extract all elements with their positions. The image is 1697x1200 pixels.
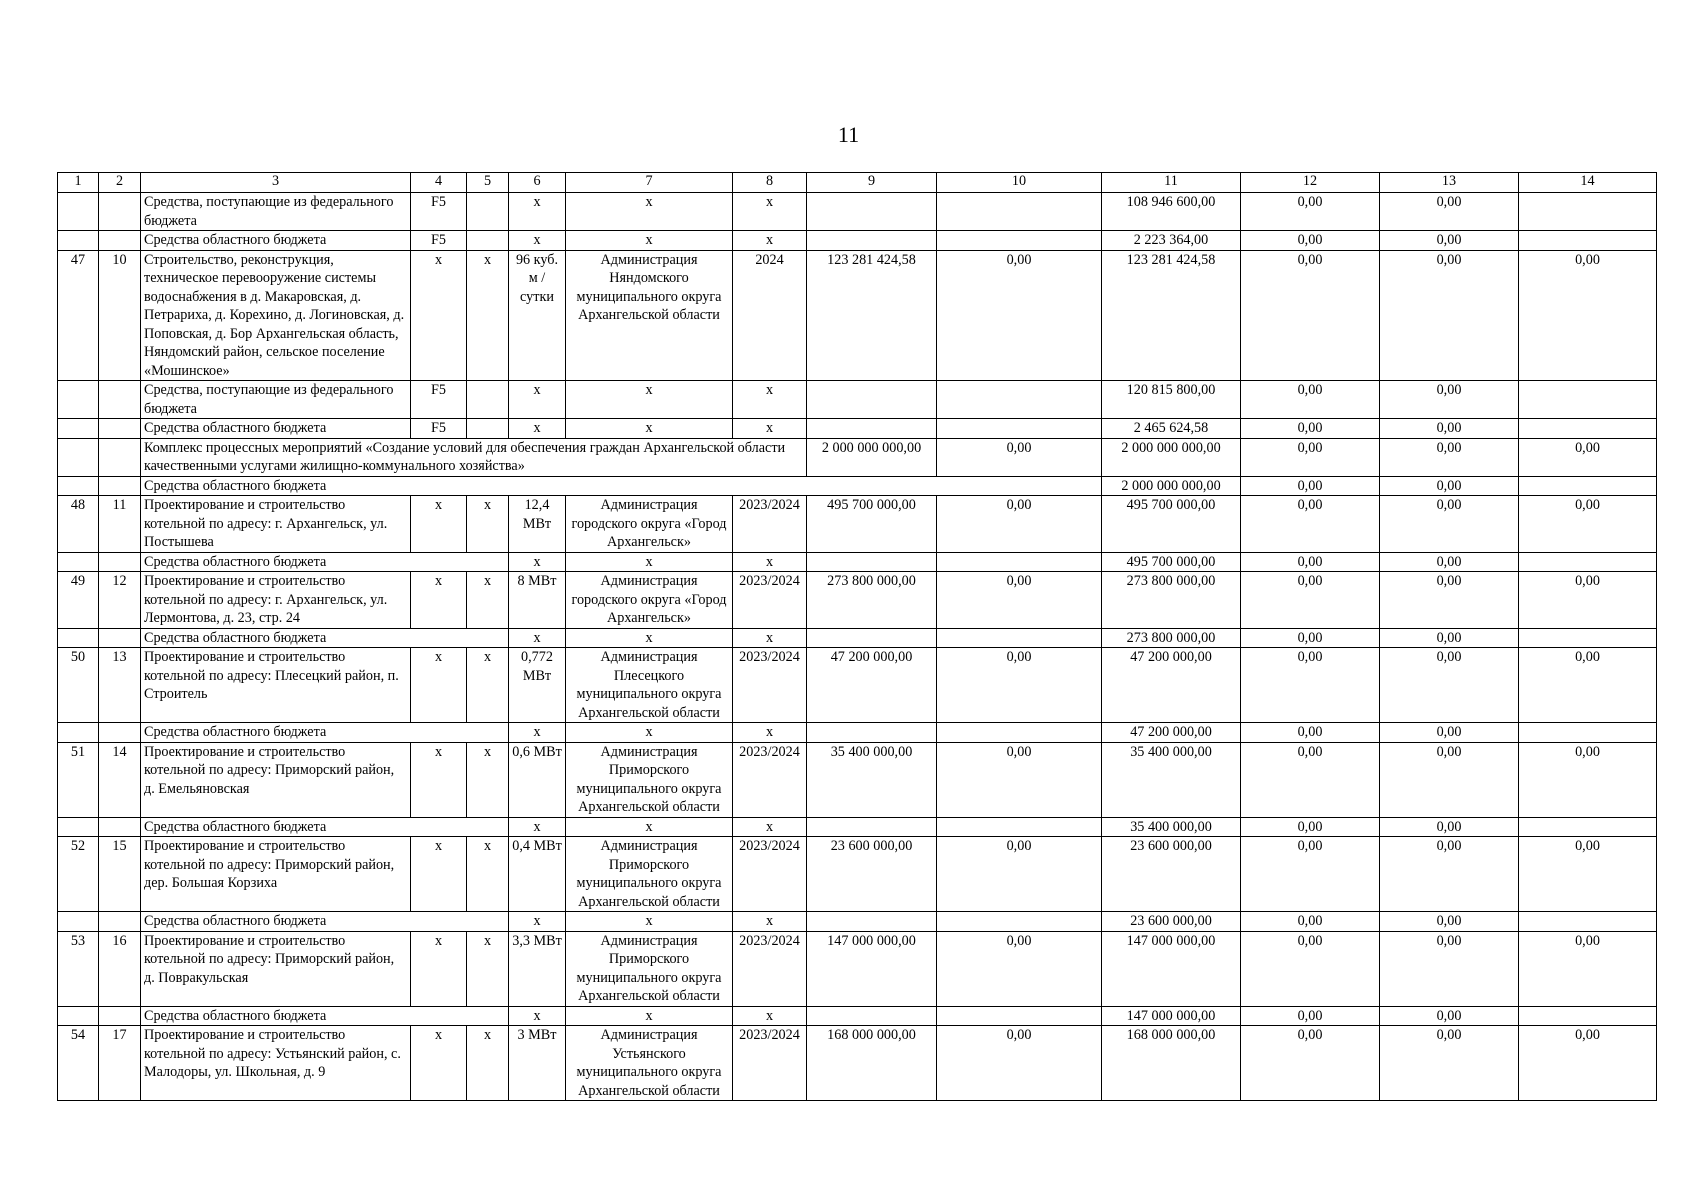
table-cell: 0,00: [937, 837, 1102, 912]
table-row: [58, 419, 1657, 439]
table-cell: 12,4 МВт: [509, 496, 566, 553]
table-cell: 273 800 000,00: [807, 572, 937, 629]
table-cell: [807, 817, 937, 837]
table-cell: х: [566, 1006, 733, 1026]
table-cell: [58, 723, 99, 743]
table-cell: 2 465 624,58: [1102, 419, 1241, 439]
table-row: [58, 648, 1657, 723]
table-cell: Администрация Няндомского муниципального округа Архангельской области: [566, 250, 733, 381]
table-cell: 0,00: [1519, 1026, 1657, 1101]
table-cell: [937, 912, 1102, 932]
table-cell: 0,00: [1241, 931, 1380, 1006]
table-cell: Средства областного бюджета: [141, 419, 411, 439]
table-cell: х: [509, 419, 566, 439]
table-cell: [1519, 552, 1657, 572]
table-cell: х: [733, 381, 807, 419]
table-cell: х: [566, 419, 733, 439]
table-cell: х: [733, 817, 807, 837]
table-cell: х: [467, 496, 509, 553]
table-cell: 0,00: [1241, 1026, 1380, 1101]
table-cell: 0,00: [1380, 931, 1519, 1006]
table-cell: 11: [99, 496, 141, 553]
table-cell: 495 700 000,00: [807, 496, 937, 553]
table-cell: 49: [58, 572, 99, 629]
table-cell: Проектирование и строительство котельной по адресу: Приморский район, д. Повракульская: [141, 931, 411, 1006]
table-cell: 0,00: [1519, 742, 1657, 817]
table-cell: 0,00: [1241, 912, 1380, 932]
table-cell: [1519, 912, 1657, 932]
table-cell: [58, 193, 99, 231]
table-cell: Проектирование и строительство котельной по адресу: Плесецкий район, п. Строитель: [141, 648, 411, 723]
table-cell: 0,00: [1380, 250, 1519, 381]
table-cell: х: [566, 193, 733, 231]
page-number: 11: [837, 122, 860, 147]
table-cell: Администрация городского округа «Город Архангельск»: [566, 572, 733, 629]
table-cell: 0,00: [1380, 552, 1519, 572]
table-cell: F5: [411, 419, 467, 439]
table-cell: [937, 193, 1102, 231]
table-cell: х: [566, 231, 733, 251]
table-cell: 123 281 424,58: [1102, 250, 1241, 381]
table-cell: 23 600 000,00: [1102, 837, 1241, 912]
table-cell: 0,00: [1519, 438, 1657, 476]
table-cell: 0,00: [1241, 817, 1380, 837]
table-cell: х: [566, 723, 733, 743]
table-cell: [1519, 381, 1657, 419]
table-cell: [58, 231, 99, 251]
table-cell: 0,4 МВт: [509, 837, 566, 912]
table-row: [58, 381, 1657, 419]
table-cell: х: [733, 419, 807, 439]
table-cell: 0,00: [1241, 572, 1380, 629]
table-cell: [937, 1006, 1102, 1026]
table-cell: 14: [99, 742, 141, 817]
table-cell: Администрация Плесецкого муниципального округа Архангельской области: [566, 648, 733, 723]
table-cell: 0,00: [1380, 438, 1519, 476]
table-cell: Администрация городского округа «Город Архангельск»: [566, 496, 733, 553]
table-cell: 35 400 000,00: [1102, 817, 1241, 837]
table-cell: 2023/2024: [733, 648, 807, 723]
table-cell: 0,00: [1241, 193, 1380, 231]
table-cell: [99, 193, 141, 231]
table-row: [58, 1006, 1657, 1026]
table-cell: 0,00: [1241, 648, 1380, 723]
table-cell: х: [566, 552, 733, 572]
table-cell: Средства областного бюджета: [141, 231, 411, 251]
table-cell: Средства областного бюджета: [141, 912, 509, 932]
table-cell: [99, 817, 141, 837]
table-cell: х: [467, 648, 509, 723]
table-cell: [99, 912, 141, 932]
table-cell: 147 000 000,00: [1102, 1006, 1241, 1026]
table-cell: 123 281 424,58: [807, 250, 937, 381]
table-cell: 0,00: [1519, 648, 1657, 723]
table-cell: [58, 419, 99, 439]
table-cell: 0,00: [1380, 231, 1519, 251]
header-cell: 9: [807, 173, 937, 193]
table-cell: 0,00: [1241, 419, 1380, 439]
table-cell: х: [411, 572, 467, 629]
table-cell: х: [509, 912, 566, 932]
budget-table: [57, 172, 1657, 1101]
table-cell: х: [411, 1026, 467, 1101]
table-cell: х: [566, 817, 733, 837]
table-cell: 147 000 000,00: [807, 931, 937, 1006]
table-cell: Средства областного бюджета: [141, 723, 509, 743]
header-cell: 12: [1241, 173, 1380, 193]
table-cell: х: [411, 742, 467, 817]
table-cell: Администрация Приморского муниципального округа Архангельской области: [566, 837, 733, 912]
table-cell: х: [509, 381, 566, 419]
table-cell: 273 800 000,00: [1102, 628, 1241, 648]
table-cell: 147 000 000,00: [1102, 931, 1241, 1006]
table-cell: 53: [58, 931, 99, 1006]
table-cell: х: [733, 231, 807, 251]
table-cell: 0,00: [937, 742, 1102, 817]
table-cell: 2 000 000 000,00: [807, 438, 937, 476]
table-cell: х: [467, 742, 509, 817]
table-cell: 0,00: [937, 648, 1102, 723]
table-cell: 8 МВт: [509, 572, 566, 629]
table-cell: 0,00: [1241, 552, 1380, 572]
table-cell: 0,00: [937, 931, 1102, 1006]
table-cell: 2024: [733, 250, 807, 381]
table-cell: 0,00: [937, 250, 1102, 381]
table-cell: Средства, поступающие из федерального бюджета: [141, 381, 411, 419]
header-cell: 13: [1380, 173, 1519, 193]
table-row: [58, 817, 1657, 837]
table-cell: х: [411, 496, 467, 553]
table-cell: 0,00: [1380, 723, 1519, 743]
table-cell: [1519, 1006, 1657, 1026]
table-cell: 23 600 000,00: [807, 837, 937, 912]
table-cell: 0,00: [1380, 419, 1519, 439]
table-cell: 12: [99, 572, 141, 629]
table-cell: [807, 381, 937, 419]
table-cell: 0,00: [937, 1026, 1102, 1101]
table-cell: [937, 817, 1102, 837]
table-cell: [807, 231, 937, 251]
table-row: [58, 231, 1657, 251]
table-cell: 3,3 МВт: [509, 931, 566, 1006]
table-row: [58, 931, 1657, 1006]
table-cell: 2023/2024: [733, 837, 807, 912]
table-cell: 495 700 000,00: [1102, 552, 1241, 572]
table-cell: х: [411, 837, 467, 912]
table-cell: 2 000 000 000,00: [1102, 438, 1241, 476]
table-cell: Средства областного бюджета: [141, 817, 509, 837]
table-row: [58, 250, 1657, 381]
table-cell: х: [509, 231, 566, 251]
table-cell: 0,00: [1380, 628, 1519, 648]
table-cell: Средства, поступающие из федерального бюджета: [141, 193, 411, 231]
table-cell: 47: [58, 250, 99, 381]
table-cell: [99, 419, 141, 439]
table-cell: [467, 381, 509, 419]
table-cell: Средства областного бюджета: [141, 552, 509, 572]
table-cell: 23 600 000,00: [1102, 912, 1241, 932]
header-cell: 14: [1519, 173, 1657, 193]
table-cell: 2023/2024: [733, 742, 807, 817]
table-cell: [1519, 476, 1657, 496]
table-cell: [58, 552, 99, 572]
table-cell: 0,00: [1519, 250, 1657, 381]
table-cell: х: [566, 628, 733, 648]
table-cell: х: [733, 912, 807, 932]
table-row: [58, 742, 1657, 817]
table-cell: 0,00: [1380, 817, 1519, 837]
table-cell: Администрация Устьянского муниципального округа Архангельской области: [566, 1026, 733, 1101]
table-cell: 0,00: [1380, 193, 1519, 231]
table-cell: [99, 628, 141, 648]
table-cell: 0,00: [1380, 1006, 1519, 1026]
header-cell: 2: [99, 173, 141, 193]
table-cell: 54: [58, 1026, 99, 1101]
table-cell: 96 куб. м / сутки: [509, 250, 566, 381]
table-cell: Проектирование и строительство котельной по адресу: г. Архангельск, ул. Постышева: [141, 496, 411, 553]
table-cell: 0,00: [937, 496, 1102, 553]
header-cell: 5: [467, 173, 509, 193]
table-row: [58, 438, 1657, 476]
table-cell: 0,00: [1519, 837, 1657, 912]
table-cell: [99, 476, 141, 496]
table-cell: 50: [58, 648, 99, 723]
table-cell: [937, 552, 1102, 572]
table-cell: 0,00: [937, 572, 1102, 629]
table-cell: F5: [411, 193, 467, 231]
table-row: [58, 572, 1657, 629]
table-row: [58, 628, 1657, 648]
table-cell: 2023/2024: [733, 572, 807, 629]
table-row: [58, 552, 1657, 572]
table-cell: х: [467, 931, 509, 1006]
table-cell: 0,00: [1380, 837, 1519, 912]
header-cell: 11: [1102, 173, 1241, 193]
table-cell: Средства областного бюджета: [141, 476, 1102, 496]
table-cell: 2023/2024: [733, 931, 807, 1006]
table-cell: [467, 419, 509, 439]
table-cell: [807, 193, 937, 231]
table-cell: 47 200 000,00: [1102, 648, 1241, 723]
header-cell: 4: [411, 173, 467, 193]
table-cell: [937, 231, 1102, 251]
table-cell: х: [509, 193, 566, 231]
table-cell: х: [467, 250, 509, 381]
table-cell: 0,00: [1519, 931, 1657, 1006]
table-cell: 168 000 000,00: [1102, 1026, 1241, 1101]
table-cell: 0,00: [1519, 572, 1657, 629]
table-cell: [99, 1006, 141, 1026]
table-cell: х: [733, 723, 807, 743]
table-cell: [937, 628, 1102, 648]
table-cell: 108 946 600,00: [1102, 193, 1241, 231]
table-cell: х: [733, 628, 807, 648]
table-cell: [1519, 628, 1657, 648]
table-cell: [807, 723, 937, 743]
table-row: [58, 496, 1657, 553]
table-cell: [807, 419, 937, 439]
table-cell: 0,00: [1519, 496, 1657, 553]
table-cell: х: [509, 1006, 566, 1026]
table-cell: 16: [99, 931, 141, 1006]
table-cell: 48: [58, 496, 99, 553]
table-cell: [937, 419, 1102, 439]
table-cell: х: [733, 552, 807, 572]
table-cell: [807, 1006, 937, 1026]
table-cell: 0,00: [1241, 723, 1380, 743]
table-cell: 2023/2024: [733, 1026, 807, 1101]
table-cell: 2023/2024: [733, 496, 807, 553]
table-cell: 0,00: [1241, 628, 1380, 648]
table-cell: х: [467, 1026, 509, 1101]
table-cell: 0,00: [1380, 912, 1519, 932]
table-cell: [937, 723, 1102, 743]
table-cell: х: [467, 837, 509, 912]
table-cell: Проектирование и строительство котельной по адресу: Устьянский район, с. Малодоры, ул. Школьная, д. 9: [141, 1026, 411, 1101]
table-cell: 47 200 000,00: [1102, 723, 1241, 743]
table-cell: х: [411, 250, 467, 381]
table-cell: х: [509, 628, 566, 648]
table-cell: Администрация Приморского муниципального округа Архангельской области: [566, 742, 733, 817]
table-cell: [58, 1006, 99, 1026]
header-cell: 3: [141, 173, 411, 193]
table-cell: [58, 912, 99, 932]
table-cell: 0,00: [1241, 1006, 1380, 1026]
table-cell: 495 700 000,00: [1102, 496, 1241, 553]
table-cell: 0,00: [1241, 250, 1380, 381]
table-cell: Комплекс процессных мероприятий «Создание условий для обеспечения граждан Архангельской области качественными услугами жилищно-коммунального хозяйства»: [141, 438, 807, 476]
table-cell: Средства областного бюджета: [141, 628, 509, 648]
table-cell: [1519, 723, 1657, 743]
table-cell: [1519, 231, 1657, 251]
table-cell: х: [733, 1006, 807, 1026]
table-row: [58, 193, 1657, 231]
table-cell: 0,00: [1241, 381, 1380, 419]
table-cell: 2 223 364,00: [1102, 231, 1241, 251]
table-row: [58, 837, 1657, 912]
table-cell: х: [509, 552, 566, 572]
table-cell: [99, 552, 141, 572]
table-row: [58, 1026, 1657, 1101]
header-cell: 1: [58, 173, 99, 193]
table-cell: 52: [58, 837, 99, 912]
table-cell: 17: [99, 1026, 141, 1101]
table-cell: 168 000 000,00: [807, 1026, 937, 1101]
table-cell: [467, 193, 509, 231]
table-cell: 35 400 000,00: [1102, 742, 1241, 817]
table-cell: 15: [99, 837, 141, 912]
table-cell: 0,00: [1241, 742, 1380, 817]
table-cell: 0,00: [1380, 1026, 1519, 1101]
table-cell: F5: [411, 381, 467, 419]
table-cell: 0,00: [1380, 476, 1519, 496]
table-cell: 13: [99, 648, 141, 723]
table-cell: Администрация Приморского муниципального округа Архангельской области: [566, 931, 733, 1006]
table-cell: 0,00: [1380, 381, 1519, 419]
table-cell: [58, 476, 99, 496]
table-cell: 0,00: [1241, 476, 1380, 496]
table-cell: 0,00: [1380, 742, 1519, 817]
table-cell: х: [411, 648, 467, 723]
table-cell: [1519, 193, 1657, 231]
table-cell: [58, 817, 99, 837]
table-cell: 0,772 МВт: [509, 648, 566, 723]
header-cell: 7: [566, 173, 733, 193]
table-row: [58, 476, 1657, 496]
header-cell: 6: [509, 173, 566, 193]
header-cell: 10: [937, 173, 1102, 193]
table-cell: [1519, 419, 1657, 439]
table-cell: Проектирование и строительство котельной по адресу: г. Архангельск, ул. Лермонтова, д. 23, стр. 24: [141, 572, 411, 629]
table-cell: 120 815 800,00: [1102, 381, 1241, 419]
table-cell: [99, 231, 141, 251]
table-cell: 0,00: [1241, 231, 1380, 251]
table-cell: [99, 723, 141, 743]
table-cell: 0,00: [1380, 572, 1519, 629]
table-cell: х: [733, 193, 807, 231]
table-cell: 35 400 000,00: [807, 742, 937, 817]
table-cell: х: [509, 723, 566, 743]
table-cell: х: [566, 912, 733, 932]
table-cell: [58, 628, 99, 648]
table-row: [58, 723, 1657, 743]
table-cell: [58, 381, 99, 419]
table-cell: 0,00: [1241, 837, 1380, 912]
table-cell: х: [467, 572, 509, 629]
table-cell: [807, 552, 937, 572]
table-cell: 273 800 000,00: [1102, 572, 1241, 629]
table-cell: 0,00: [1241, 438, 1380, 476]
table-cell: 0,00: [1241, 496, 1380, 553]
table-cell: [1519, 817, 1657, 837]
table-cell: 0,00: [1380, 648, 1519, 723]
table-cell: [58, 438, 99, 476]
table-cell: Средства областного бюджета: [141, 1006, 509, 1026]
header-cell: 8: [733, 173, 807, 193]
table-cell: Проектирование и строительство котельной по адресу: Приморский район, дер. Большая Корзиха: [141, 837, 411, 912]
table-cell: 51: [58, 742, 99, 817]
table-cell: 0,00: [1380, 496, 1519, 553]
table-row: [58, 912, 1657, 932]
table-cell: х: [509, 817, 566, 837]
table-cell: [99, 438, 141, 476]
table-cell: 0,6 МВт: [509, 742, 566, 817]
table-cell: 10: [99, 250, 141, 381]
table-cell: 0,00: [937, 438, 1102, 476]
table-cell: х: [566, 381, 733, 419]
table-cell: х: [411, 931, 467, 1006]
table-cell: Проектирование и строительство котельной по адресу: Приморский район, д. Емельяновская: [141, 742, 411, 817]
table-cell: 2 000 000 000,00: [1102, 476, 1241, 496]
table-cell: 3 МВт: [509, 1026, 566, 1101]
table-cell: [807, 912, 937, 932]
table-cell: F5: [411, 231, 467, 251]
header-row: [58, 173, 1657, 193]
table-cell: [99, 381, 141, 419]
table-cell: Строительство, реконструкция, техническое перевооружение системы водоснабжения в д. Макаровская, д. Петрариха, д. Корехино, д. Логиновская, д. Поповская, д. Бор Архангельская область, Няндомский район, сельское поселение «Мошинское»: [141, 250, 411, 381]
table-cell: [467, 231, 509, 251]
table-cell: 47 200 000,00: [807, 648, 937, 723]
table-cell: [937, 381, 1102, 419]
table-cell: [807, 628, 937, 648]
